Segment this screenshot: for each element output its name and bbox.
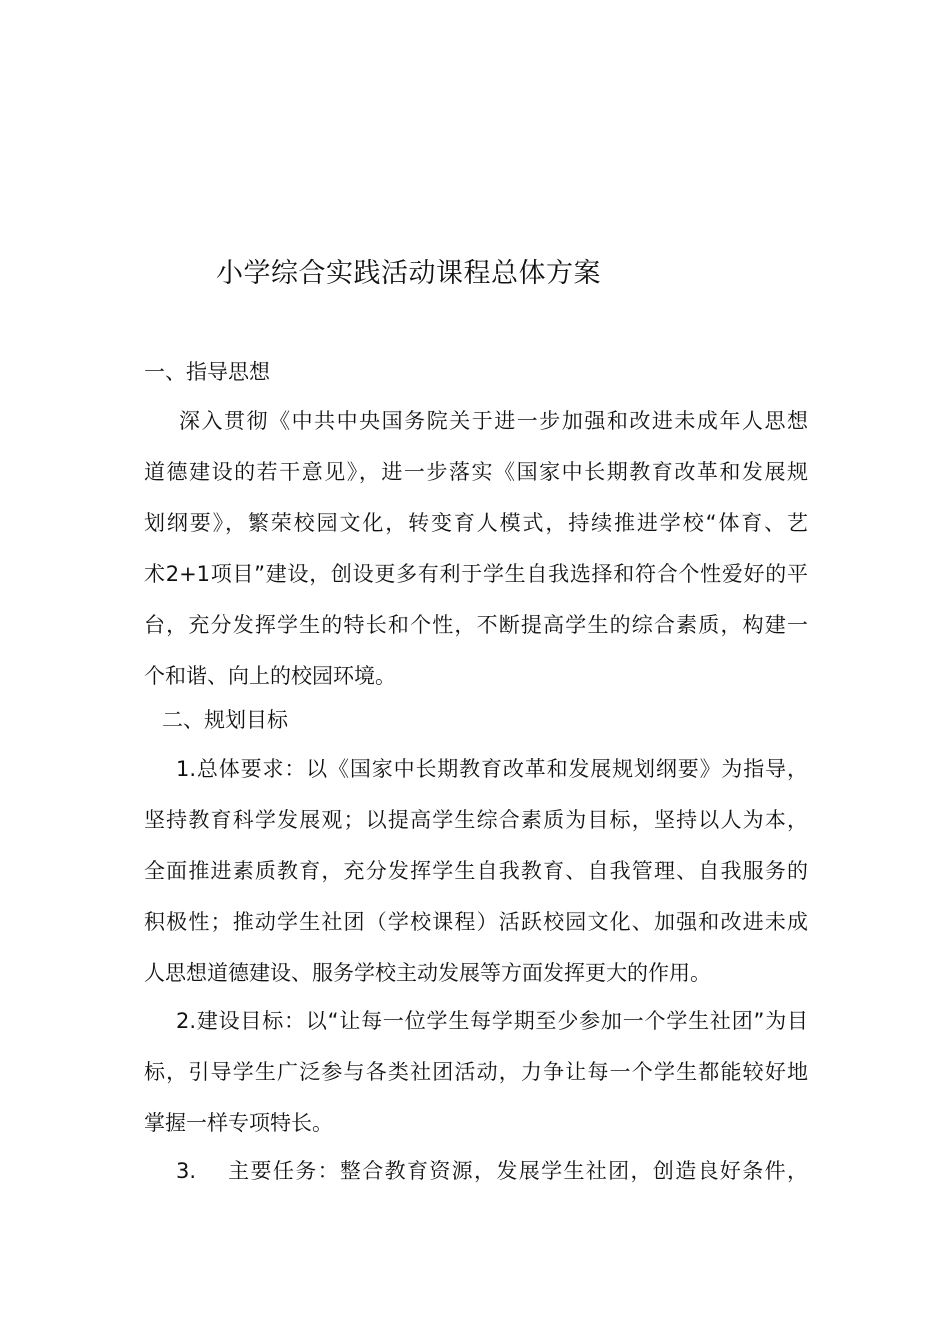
text-line: 台，充分发挥学生的特长和个性，不断提高学生的综合素质，构建一 <box>144 613 808 637</box>
text-line: 掌握一样专项特长。 <box>144 1111 333 1135</box>
paragraph-main-tasks <box>144 1146 808 1197</box>
text-line: 2.建设目标：以“让每一位学生每学期至少参加一个学生社团”为目 <box>176 1009 808 1033</box>
text-line: 积极性；推动学生社团（学校课程）活跃校园文化、加强和改进未成 <box>144 910 808 934</box>
text-line: 全面推进素质教育，充分发挥学生自我教育、自我管理、自我服务的 <box>144 859 808 883</box>
text-line: 划纲要》，繁荣校园文化，转变育人模式，持续推进学校“体育、艺 <box>144 511 808 535</box>
paragraph-guiding-ideology <box>144 396 808 702</box>
text-line: 1.总体要求：以《国家中长期教育改革和发展规划纲要》为指导， <box>176 757 808 781</box>
text-line: 术2+1项目”建设，创设更多有利于学生自我选择和符合个性爱好的平 <box>144 562 808 586</box>
document-title: 小学综合实践活动课程总体方案 <box>216 258 601 289</box>
text-line: 3. 主要任务：整合教育资源，发展学生社团，创造良好条件， <box>176 1159 808 1183</box>
section-heading-guiding-ideology: 一、指导思想 <box>144 360 270 384</box>
section-heading-planning-goals: 二、规划目标 <box>162 708 288 732</box>
text-line: 标，引导学生广泛参与各类社团活动，力争让每一个学生都能较好地 <box>144 1060 808 1084</box>
paragraph-construction-goals <box>144 996 808 1149</box>
text-line: 个和谐、向上的校园环境。 <box>144 664 396 688</box>
text-line: 坚持教育科学发展观；以提高学生综合素质为目标，坚持以人为本， <box>144 808 808 832</box>
text-line: 人思想道德建设、服务学校主动发展等方面发挥更大的作用。 <box>144 961 711 985</box>
text-line: 深入贯彻《中共中央国务院关于进一步加强和改进未成年人思想 <box>179 409 808 433</box>
text-line: 道德建设的若干意见》，进一步落实《国家中长期教育改革和发展规 <box>144 460 808 484</box>
paragraph-overall-requirements <box>144 744 808 999</box>
